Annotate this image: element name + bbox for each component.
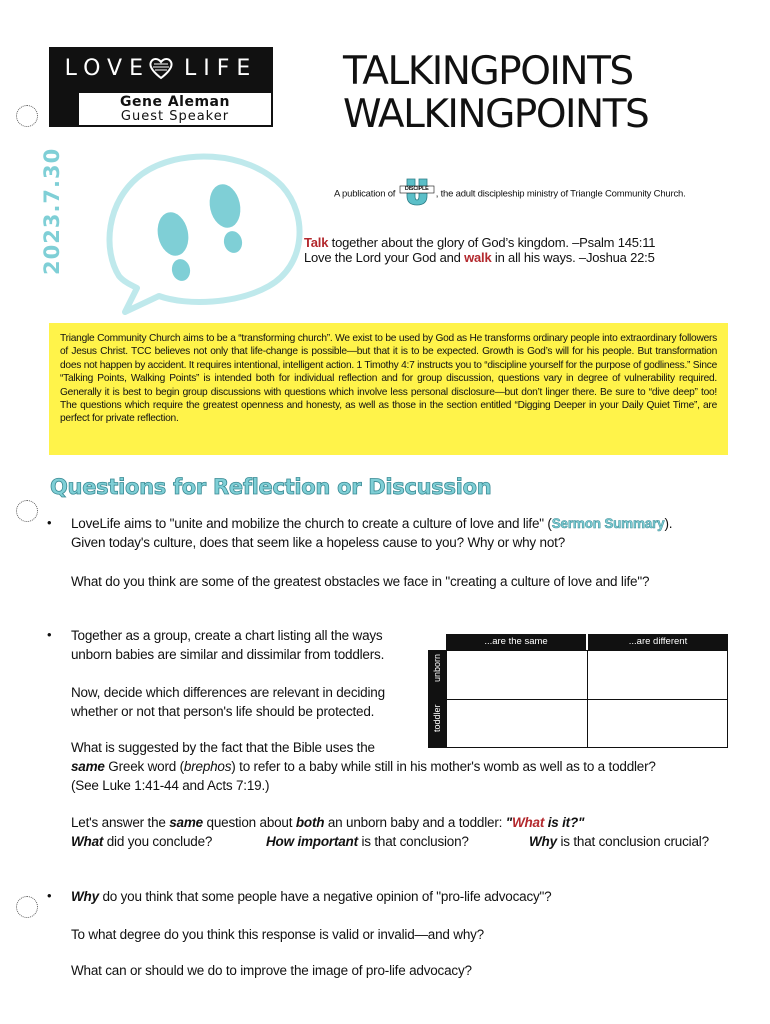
q2-line-6-mid: Greek word ( [104, 759, 184, 774]
chart-header-same: ...are the same [446, 634, 586, 650]
q1-line-3: What do you think are some of the greatest obstacles we face in "creating a culture of love and life"? [71, 574, 650, 589]
verse-line-1-text: together about the glory of God’s kingdom. –Psalm 145:11 [328, 235, 656, 250]
q2-why: Why [529, 834, 557, 849]
chart-row-label-unborn: unborn [432, 653, 442, 682]
q2-quote-rest: is it?" [544, 815, 585, 830]
q2-line-8-same: same [169, 815, 203, 830]
chart-row-unborn [428, 650, 446, 700]
q3-line-1 [71, 888, 551, 906]
q2-line-9 [71, 833, 731, 851]
logo-title-left: LOVE [64, 56, 151, 81]
q1-line-1-end: ). [664, 516, 673, 531]
q2-same-emphasis: same [71, 759, 105, 774]
verse-line-1 [304, 235, 655, 250]
q2-line-1: Together as a group, create a chart listing all the ways [71, 628, 383, 643]
publication-prefix: A publication of [334, 188, 396, 200]
q3-bullet: • [47, 888, 52, 903]
q2-line-8 [71, 814, 584, 832]
intro-box [49, 323, 728, 455]
title-line-1: TALKINGPOINTS [343, 49, 633, 94]
verse-line-2-rest: in all his ways. –Joshua 22:5 [491, 250, 655, 265]
chart-row-label-toddler: toddler [432, 704, 442, 732]
footprints-bubble-icon [97, 146, 311, 316]
speaker-plate [77, 93, 273, 127]
q1-line-2: Given today's culture, does that seem like a hopeless cause to you? Why or why not? [71, 535, 566, 550]
chart-cell[interactable] [587, 650, 728, 700]
q2-line-9-d: is that conclusion? [357, 834, 469, 849]
q2-quote-open: " [505, 815, 512, 830]
q2-bullet: • [47, 627, 52, 642]
verse-line-2-start: Love the Lord your God and [304, 250, 465, 265]
q2-how-important: How important [266, 834, 358, 849]
q2-line-8-both: both [295, 815, 325, 830]
q2-line-9-f: is that conclusion crucial? [556, 834, 709, 849]
verse-keyword-talk: Talk [304, 235, 329, 250]
verse-line-2 [304, 250, 655, 265]
chart-cell[interactable] [587, 699, 728, 748]
q2-line-4: whether or not that person's life should be protected. [71, 704, 375, 719]
q3-line-2: To what degree do you think this response is valid or invalid—and why? [71, 927, 484, 942]
q2-what-emphasis: What [511, 815, 545, 830]
q2-line-3: Now, decide which differences are relevant in deciding [71, 685, 385, 700]
speaker-role: Guest Speaker [120, 109, 230, 124]
verse-keyword-walk: walk [464, 250, 492, 265]
q2-line-8-e: an unborn baby and a toddler: [324, 815, 506, 830]
q2-line-9-b: did you conclude? [103, 834, 213, 849]
logo-title-right: LIFE [184, 56, 258, 81]
date-label: 2023.7.30 [40, 147, 64, 275]
theme-verses [304, 235, 655, 265]
heart-icon [148, 55, 174, 81]
sermon-summary-link[interactable]: Sermon Summary [551, 516, 665, 531]
section-heading: Questions for Reflection or Discussion [50, 475, 492, 499]
page-title [343, 50, 648, 136]
title-line-2: WALKINGPOINTS [343, 92, 649, 137]
q3-line-1-rest: do you think that some people have a negative opinion of "pro-life advocacy"? [98, 889, 552, 904]
disciple-badge-text: DISCIPLE [404, 186, 429, 192]
intro-text: Triangle Community Church aims to be a “transforming church”. We exist to be used by God as He transforms ordinary people into extraordinary followers of Jesus Christ. TCC believes not only that life-change is possible—but that it is to be expected. Growth is God’s will for his people. But transformation does not happen by accident. It requires intentional, intelligent action. 1 Timothy 4:7 instructs you to “discipline yourself for the purpose of godliness.” Since “Talking Points, Walking Points” is intended both for individual reflection and for group discussion, questions vary in degree of vulnerability required. Generally it is best to begin group discussions with questions which involve less personal disclosure—but don’t linger there. Be sure to “dive deep” too! The questions which require the greatest openness and honesty, as well as those in the section entitled “Digging Deeper in your Daily Quiet Time”, are perfect for private reflection. [60, 333, 717, 425]
q2-line-6 [71, 758, 656, 776]
chart-header-different: ...are different [588, 634, 728, 650]
chart-row-toddler [428, 700, 446, 748]
binder-hole-1 [16, 105, 38, 127]
chart-cell[interactable] [446, 699, 588, 748]
q2-line-5: What is suggested by the fact that the Bible uses the [71, 740, 375, 755]
speaker-name: Gene Aleman [120, 94, 230, 110]
chart-cell[interactable] [446, 650, 588, 700]
q2-brephos: brephos [183, 759, 232, 774]
binder-hole-3 [16, 896, 38, 918]
q1-line-1-text: LoveLife aims to "unite and mobilize the church to create a culture of love and life" ( [71, 516, 552, 531]
q2-line-6-end: ) to refer to a baby while still in his mother's womb as well as to a toddler? [231, 759, 656, 774]
q2-what: What [71, 834, 104, 849]
q3-line-3: What can or should we do to improve the image of pro-life advocacy? [71, 963, 472, 978]
q2-line-2: unborn babies are similar and dissimilar from toddlers. [71, 647, 385, 662]
comparison-chart [428, 634, 728, 748]
disciple-u-logo [399, 176, 435, 206]
publication-line [334, 179, 686, 209]
q2-line-8-a: Let's answer the [71, 815, 170, 830]
binder-hole-2 [16, 500, 38, 522]
publication-suffix: , the adult discipleship ministry of Triangle Community Church. [435, 188, 686, 200]
q2-line-7: (See Luke 1:41-44 and Acts 7:19.) [71, 778, 270, 793]
q1-line-1 [71, 515, 672, 533]
q2-line-8-c: question about [202, 815, 296, 830]
q1-bullet: • [47, 515, 52, 530]
q3-why: Why [71, 889, 99, 904]
